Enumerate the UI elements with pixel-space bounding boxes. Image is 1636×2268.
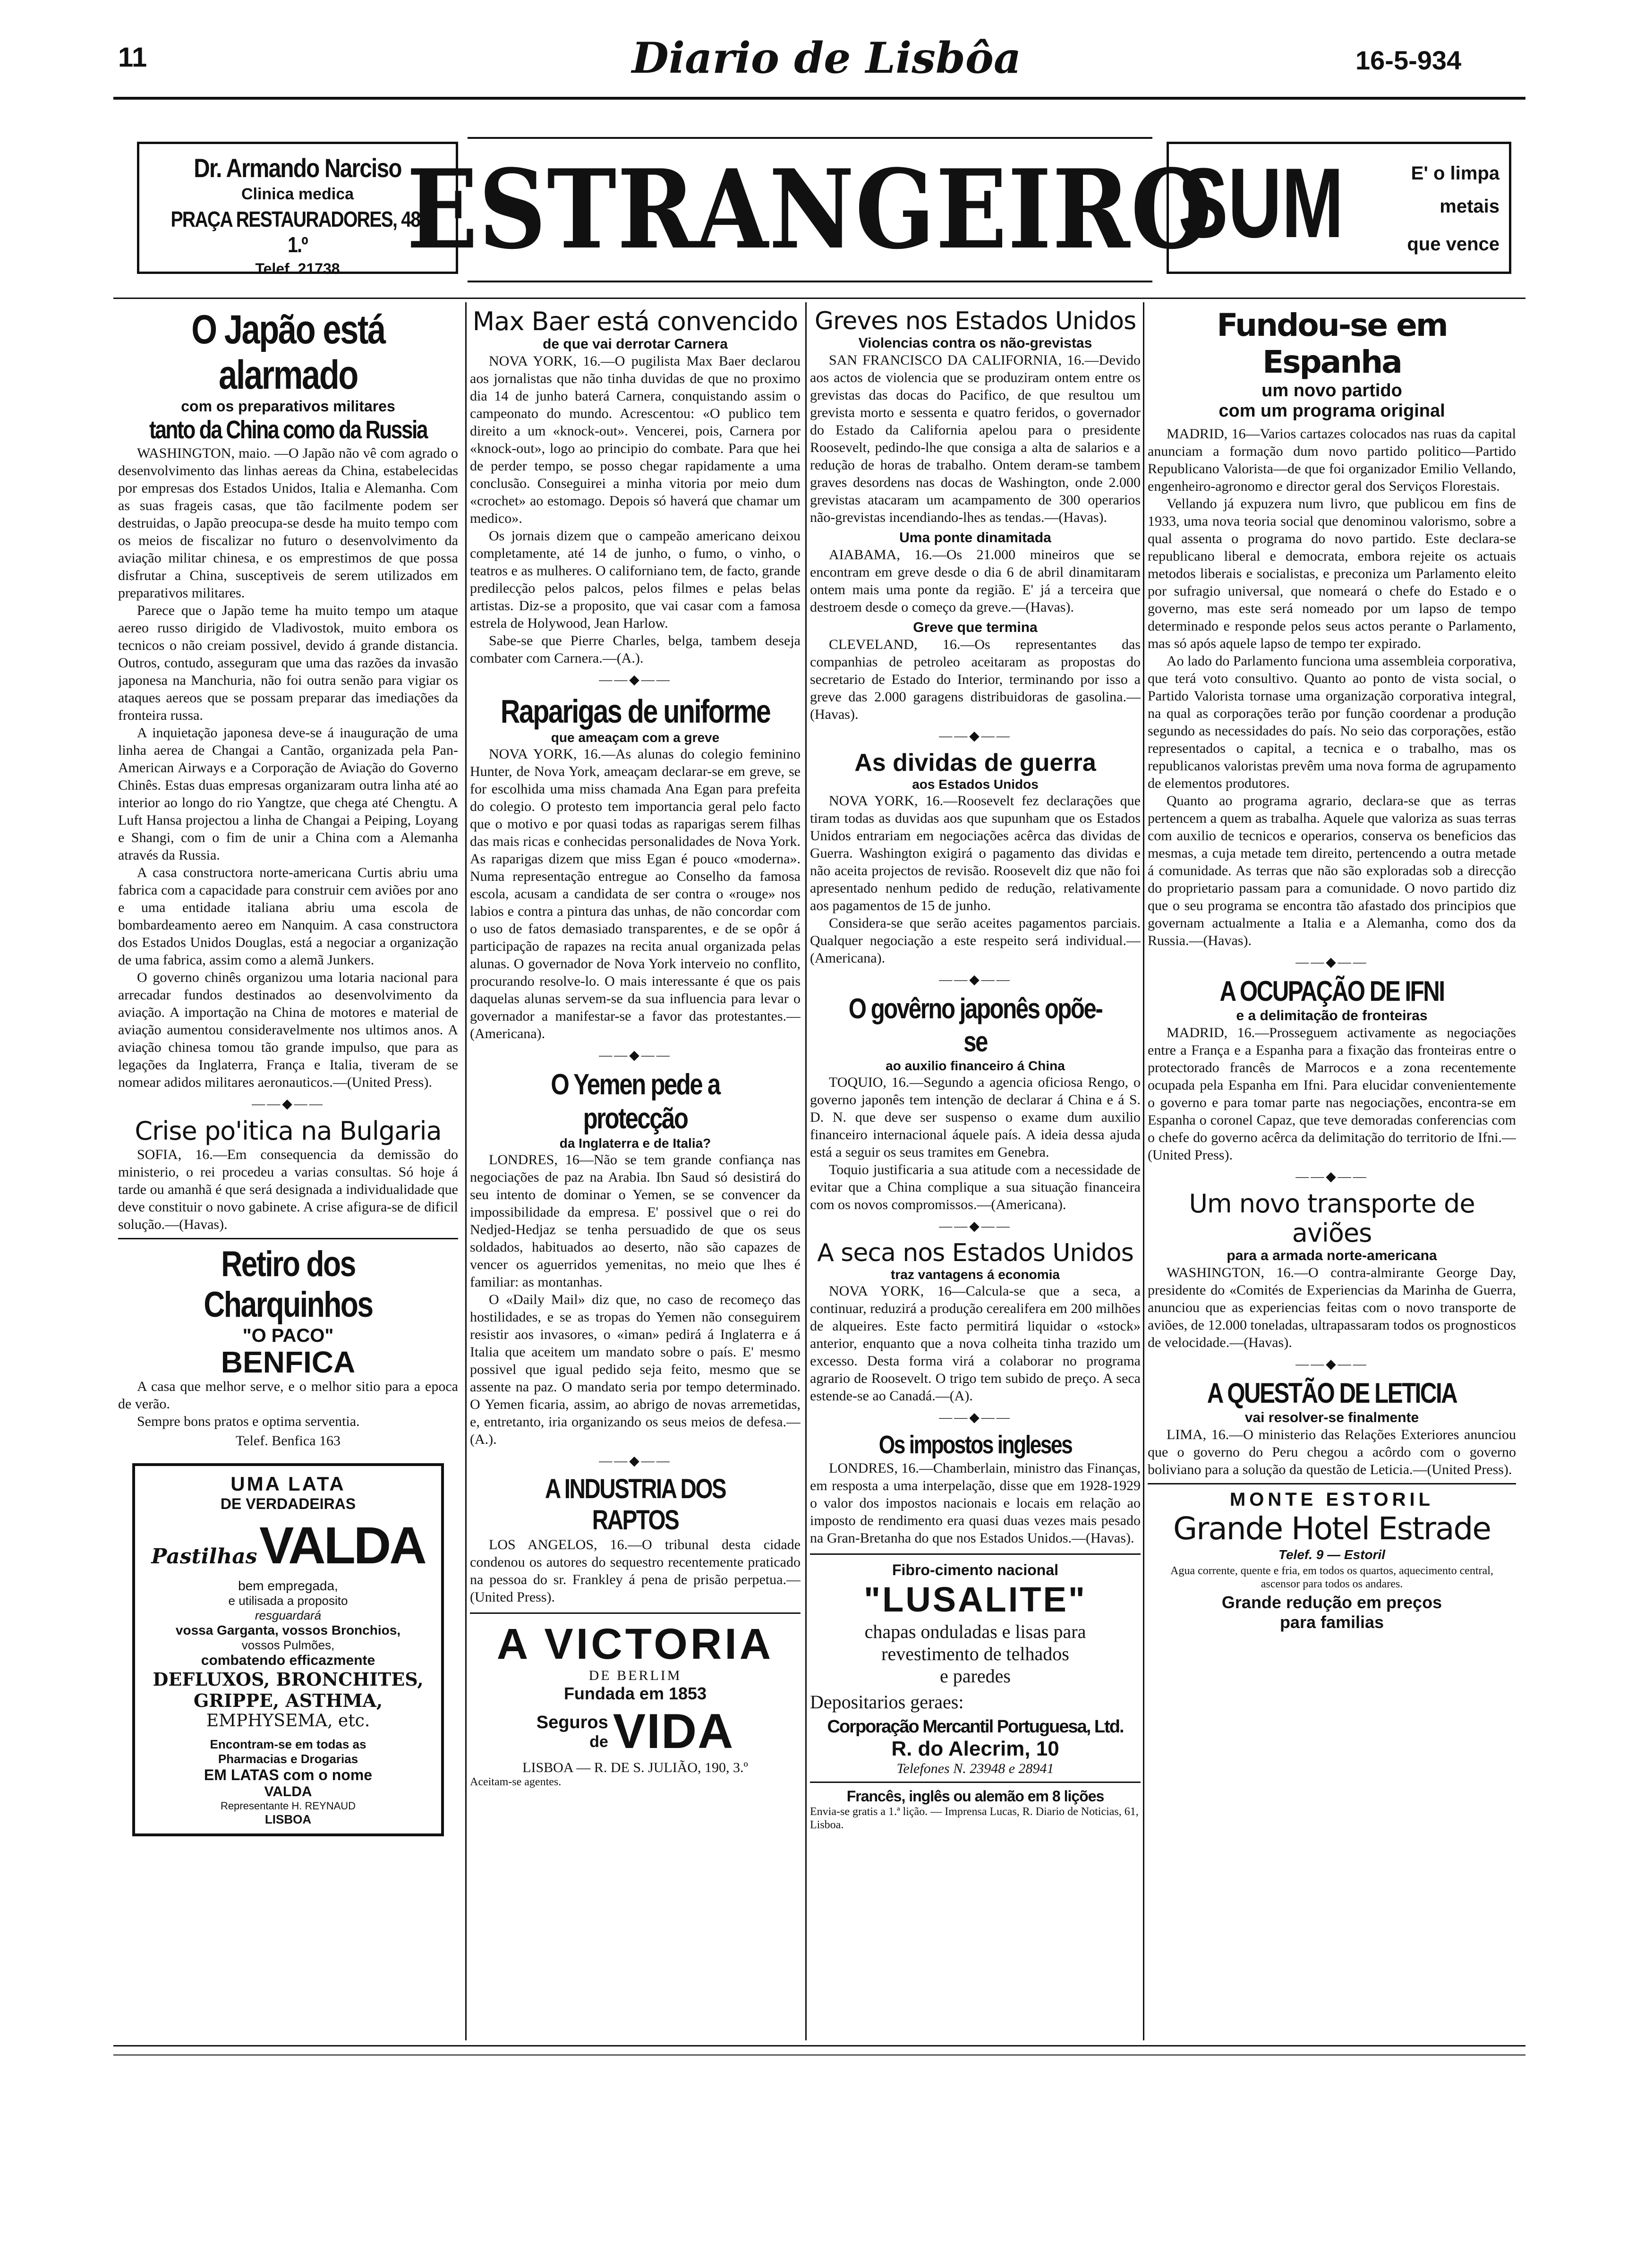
raptos-article <box>470 1536 801 1606</box>
valda-line11: EMPHYSEMA, etc. <box>206 1711 370 1731</box>
separator: ——◆—— <box>252 1097 324 1111</box>
raparigas-sub: que ameaçam com a greve <box>551 730 720 745</box>
top-ads-rule <box>113 298 1525 299</box>
paragraph: LONDRES, 16—Não se tem grande confiança nas negociações de paz na Arabia. Ibn Saud só desistirá do seu intento de dominar o Yemen, se se convencer da impossibilidade da empresa. E' possivel que o rei do Nedjed-Hedjaz se tenha persuadido de que os seus soldados, habituados ao deserto, não são capazes de vencer os aguerridos yemenitas, no meio que lhes é familiar: as montanhas. <box>470 1152 801 1290</box>
paragraph: MADRID, 16—Varios cartazes colocados nas ruas da capital anunciam a formação dum novo partido politico—Partido Republicano Valorista—de que foi organizador Emilio Vellando, engenheiro-agronomo e director geral dos Serviços Florestais. <box>1148 426 1516 494</box>
termina-article <box>810 636 1141 723</box>
paragraph: A casa constructora norte-americana Curtis abriu uma fabrica com a capacidade para construir cem aviões por ano e uma entidade italiana abriu uma escola de bombardeamento aereo em Nanquim. A casa constructora dos Estados Unidos Douglas, está a negociar a organização de uma fabrica, assim como a alemã Junkers. <box>118 865 458 968</box>
retiro-phone: Telef. Benfica 163 <box>236 1433 341 1449</box>
avioes-article <box>1148 1264 1516 1351</box>
dividas-headline: As dividas de guerra <box>854 749 1096 776</box>
estoril-line5: para familias <box>1279 1612 1384 1632</box>
valda-line10: GRIPPE, ASTHMA, <box>193 1690 383 1711</box>
lusalite-line2: chapas onduladas e lisas para <box>864 1621 1086 1642</box>
governo-headline: O govêrno japonês opõe-se <box>848 993 1102 1057</box>
seca-sub: traz vantagens á economia <box>891 1267 1060 1282</box>
licoes-ad <box>810 1788 1141 1832</box>
leticia-article <box>1148 1426 1516 1478</box>
issue-date: 16-5-934 <box>1355 45 1462 75</box>
estoril-brand: Grande Hotel Estrade <box>1173 1510 1491 1547</box>
paragraph: NOVA YORK, 16.—O pugilista Max Baer declarou aos jornalistas que não tinha duvidas de que no proximo dia 14 de junho baterá Carnera, conquistando assim o campeonato do mundo. Acrescentou: «O publico tem direito a um «knock-out». Vencerei, pois, Carnera por «knock-out», logo ao principio do combate. Para que hei de perder tempo, se posso chegar rapidamente a uma conclusão. Conseguirei a minha vitoria por meio dum «crochet» ao estomago. Depois só haverá que chamar um medico». <box>470 353 801 526</box>
separator: ——◆—— <box>1295 955 1368 970</box>
japan-sub1: com os preparativos militares <box>181 398 395 415</box>
valda-line16: Representante H. REYNAUD <box>220 1800 356 1812</box>
valda-brand-prefix: Pastilhas <box>151 1544 257 1569</box>
valda-line12: Encontram-se em todas as <box>210 1737 366 1751</box>
victoria-note: Aceitam-se agentes. <box>470 1776 562 1788</box>
separator: ——◆—— <box>939 729 1012 743</box>
leticia-headline: A QUESTÃO DE LETICIA <box>1207 1377 1457 1409</box>
paragraph: O governo chinês organizou uma lotaria nacional para arrecadar fundos destinados ao desenvolvimento da aviação. A importação na China de motores e material de aviação aumentou consideravelmente nos ultimos anos. A aviação chinesa tomou tão grande impulso, que para as legações da Inglaterra, França e Italia, tiveram de se nomear adidos militares aeronauticos.—(United Press). <box>118 970 458 1090</box>
seca-article <box>810 1282 1141 1405</box>
valda-brand: VALDA <box>259 1517 425 1575</box>
column-rule-1 <box>465 302 467 2040</box>
lusalite-brand: "LUSALITE" <box>864 1580 1087 1619</box>
paragraph: O «Daily Mail» diz que, no caso de recomeço das hostilidades, e se as tropas do Yemen não conseguirem resistir aos invasores, o «iman» pedirá á Inglaterra e á Italia que aceitem um mandato sobre o país. E' mesmo possivel que igual pedido seja feito, mesmo que se assente na paz. O mandato seria por tempo determinado. O Yemen ficaria, assim, ao abrigo de novas arremetidas, e, entretanto, iria organizando os seus meios de defesa.—(A.). <box>470 1292 801 1447</box>
ad-rule <box>470 1612 801 1614</box>
retiro-text <box>118 1378 458 1430</box>
lusalite-line8: Telefones N. 23948 e 28941 <box>896 1761 1054 1776</box>
paragraph: LIMA, 16.—O ministerio das Relações Exteriores anunciou que o governo do Peru chegou a acôrdo com o governo boliviano para a solução da questão de Leticia.—(United Press). <box>1148 1427 1516 1477</box>
separator: ——◆—— <box>939 972 1012 987</box>
bulgaria-headline: Crise po'itica na Bulgaria <box>135 1116 442 1146</box>
estoril-line2: Telef. 9 — Estoril <box>1278 1547 1386 1562</box>
japan-sub2: tanto da China como da Russia <box>149 416 427 444</box>
column-2 <box>470 307 801 2045</box>
doctor-name: Dr. Armando Narciso <box>194 153 401 183</box>
lusalite-line4: e paredes <box>940 1665 1011 1687</box>
paragraph: Considera-se que serão aceites pagamentos parciais. Qualquer negociação a este respeito será individual.—(Americana). <box>810 915 1141 966</box>
espanha-article <box>1148 425 1516 949</box>
estoril-line1: MONTE ESTORIL <box>1229 1489 1434 1510</box>
paragraph: Toquio justificaria a sua atitude com a necessidade de evitar que a China complique a sua situação financeira com os novos compromissos.—(Americana). <box>810 1162 1141 1212</box>
doctor-address: PRAÇA RESTAURADORES, 48, 1.º <box>170 207 425 257</box>
impostos-article <box>810 1459 1141 1547</box>
paragraph: Quanto ao programa agrario, declara-se que as terras pertencem a quem as trabalha. Aquele que valoriza as suas terras com auxilio de tecnicos e operarios, conserva os beneficios das mesmas, a cuja metade tem direito, pertencendo a outra metade á comunidade. As terras que não são exploradas sob a direcção do proprietario passam para a comunidade. O novo partido diz que o seu programa se encontra tão afastado dos principios que governam actualmente a Italia e a Alemanha, como dos da Russia.—(Havas). <box>1148 793 1516 948</box>
valda-line5: resguardará <box>255 1608 322 1622</box>
paragraph: WASHINGTON, maio. —O Japão não vê com agrado o desenvolvimento das linhas aereas da China, estabelecidas por empresas dos Estados Unidos, Italia e Alemanha. Com as suas frageis casas, que tão facilmente podem ser destruidas, o Japão preocupa-se desde ha muito tempo com os meios de fiscalizar no futuro o desenvolvimento da aviação militar chinesa, e os emprestimos de que possa disfrutar a China, susceptiveis de serem utilizados em preparativos militares. <box>118 445 458 601</box>
paragraph: LONDRES, 16.—Chamberlain, ministro das Finanças, em resposta a uma interpelação, disse que em 1928-1929 o valor dos impostos nacionais e locais em relação ao imposto de rendimento era quasi duas vezes mais pesado na Gran-Bretanha do que nos Estados Unidos.—(Havas). <box>810 1460 1141 1546</box>
paragraph: CLEVELAND, 16.—Os representantes das companhias de petroleo aceitaram as propostas do secretario de Estado do Interior, terminando por isso a greve das 2.000 garagens distribuidoras de gasolina.—(Havas). <box>810 637 1141 722</box>
paragraph: Sempre bons pratos e optima serventia. <box>137 1414 360 1429</box>
victoria-line3: Seguros <box>536 1712 608 1732</box>
separator: ——◆—— <box>1295 1169 1368 1184</box>
column-1 <box>118 307 458 2045</box>
newspaper-title: Diario de Lisbôa <box>631 33 1022 83</box>
section-title <box>407 137 1213 282</box>
separator: ——◆—— <box>599 1048 672 1063</box>
yemen-headline: O Yemen pede a protecção <box>551 1068 720 1135</box>
valda-line7: vossos Pulmões, <box>241 1638 335 1652</box>
victoria-line2: Fundada em 1853 <box>563 1684 707 1703</box>
valda-line17: LISBOA <box>264 1812 312 1826</box>
baer-article <box>470 352 801 667</box>
lusalite-ad <box>810 1561 1141 1777</box>
ad-rule <box>118 1238 458 1239</box>
sum-ad <box>1167 142 1511 274</box>
lusalite-line1: Fibro-cimento nacional <box>892 1561 1059 1578</box>
lusalite-line5: Depositarios geraes: <box>810 1691 964 1713</box>
column-3 <box>810 307 1141 2045</box>
baer-headline: Max Baer está convencido <box>472 307 798 336</box>
valda-line3: bem empregada, <box>238 1578 338 1593</box>
licoes-headline: Francês, inglês ou alemão em 8 lições <box>846 1788 1104 1805</box>
valda-line15: VALDA <box>264 1784 312 1799</box>
japan-article <box>118 444 458 1091</box>
ad-rule <box>1148 1483 1516 1484</box>
paragraph: NOVA YORK, 16—Calcula-se que a seca, a continuar, reduzirá a produção cerealifera em 200 milhões de alqueires. Este facto permitirá liquidar o «stock» anterior, enquanto que a nova colheita tinha trazido um excesso. Desta forma virá a colaborar no programa agrario de Roosevelt. O trigo tem subido de preço. A seca estende-se ao Canadá.—(A). <box>810 1283 1141 1404</box>
ad-rule <box>810 1553 1141 1555</box>
retiro-sub1: "O PACO" <box>242 1325 334 1346</box>
paragraph: A casa que melhor serve, e o melhor sitio para a epoca de verão. <box>118 1379 458 1412</box>
valda-line8: combatendo efficazmente <box>201 1653 375 1668</box>
separator: ——◆—— <box>939 1410 1012 1425</box>
victoria-line4: de <box>589 1732 608 1751</box>
estoril-line4: Grande redução em preços <box>1221 1593 1442 1612</box>
separator: ——◆—— <box>599 1454 672 1468</box>
sum-line3: que vence <box>1407 234 1500 255</box>
dividas-article <box>810 792 1141 967</box>
greves-headline: Greves nos Estados Unidos <box>814 307 1136 335</box>
paragraph: MADRID, 16.—Prosseguem activamente as negociações entre a França e a Espanha para a fixação das fronteiras entre o protectorado francês de Marrocos e a zona recentemente ocupada pela Espanha em Ifni. Para elucidar convenientemente o governo e para tomar parte nas negociações, encontra-se em Espanha o coronel Capaz, que teve demoradas conferencias com o chefe do governo acêrca da delimitação do territorio de Ifni.—(United Press). <box>1148 1025 1516 1163</box>
valda-line4: e utilisada a proposito <box>228 1594 348 1608</box>
espanha-headline: Fundou-se em Espanha <box>1217 307 1447 380</box>
paragraph: Ao lado do Parlamento funciona uma assembleia corporativa, que terá voto consultivo. Quanto ao ponto de vista social, o Partido Valorista tornase uma organização corporativa integral, na qual as corporações terão por função coordenar a produção segundo as necessidades do país. No seio das corporações, estão representados o capital, a tecnica e o trabalho, mas os republicanos valoristas prevêm uma nova forma de agrupamento de elementos produtores. <box>1148 653 1516 791</box>
bulgaria-article <box>118 1146 458 1233</box>
section-title-text: ESTRANGEIRO <box>407 146 1213 273</box>
victoria-brand: A VICTORIA <box>496 1620 774 1668</box>
raparigas-article <box>470 745 801 1042</box>
paragraph: Parece que o Japão teme ha muito tempo um ataque aereo russo dirigido de Vladivostok, muito embora os tecnicos o não creiam possivel, devido á grande distancia. Outros, contudo, asseguram que uma das razões da invasão japonesa na Manchuria, não foi outra senão para vigiar os ataques aereos que se possam preparar das imediações da fronteira russa. <box>118 603 458 723</box>
paragraph: Os jornais dizem que o campeão americano deixou completamente, até 14 de junho, o fumo, o vinho, o teatros e as mulheres. O californiano tem, de facto, grande predilecção pelos palcos, pelos filmes e pelas belas artistas. Diz-se a proposito, que vai casar com a famosa estrela de Holywood, Jean Harlow. <box>470 528 801 631</box>
greves-sub2: Uma ponte dinamitada <box>899 530 1051 546</box>
sum-line2: metais <box>1440 196 1500 217</box>
espanha-sub2: com um programa original <box>1218 401 1445 421</box>
impostos-headline: Os impostos ingleses <box>878 1431 1072 1459</box>
raparigas-headline: Raparigas de uniforme <box>500 693 770 730</box>
lusalite-line6: Corporação Mercantil Portuguesa, Ltd. <box>827 1717 1124 1737</box>
doctor-phone: Telef. 21738 <box>255 260 340 277</box>
paragraph: Vellando já expuzera num livro, que publicou em fins de 1933, uma nova teoria social que denominou valorismo, sobre a qual assenta o programa do novo partido. Este declara-se republicano liberal e democrata, embora rejeite os actuais metodos liberais e socialistas, e preconiza um Parlamento eleito por sufragio universal, que nomeará o chefe do Estado e o governo, mas este será nomeado por um lapso de tempo determinado e responde pelos seus actos perante o Parlamento, mas só após aquele lapso de tempo ter expirado. <box>1148 496 1516 651</box>
retiro-headline: Retiro dos Charquinhos <box>204 1244 373 1325</box>
column-4 <box>1148 307 1516 2045</box>
paragraph: WASHINGTON, 16.—O contra-almirante George Day, presidente do «Comités de Experiencias da Marinha de Guerra, anunciou que as experiencias feitas com o novo transporte de aviões, de 12.000 toneladas, ultrapassaram todos os prognosticos de velocidade.—(Havas). <box>1148 1265 1516 1350</box>
licoes-text: Envia-se gratis a 1.ª lição. — Imprensa Lucas, R. Diario de Noticias, 61, Lisboa. <box>810 1806 1139 1831</box>
dividas-sub: aos Estados Unidos <box>912 777 1039 792</box>
paragraph: NOVA YORK, 16.—Roosevelt fez declarações que tiram todas as duvidas aos que supunham que os Estados Unidos entrariam em negociações acêrca das dividas de Guerra. Washington exigirá o pagamento das dividas e não aceita projectos de revisão. Roosevelt diz que não foi apresentado nenhum pedido de redução, relativamente aos pagamentos de 15 de junho. <box>810 793 1141 913</box>
separator: ——◆—— <box>1295 1357 1368 1372</box>
column-rule-2 <box>805 302 807 2040</box>
valda-ad <box>132 1463 444 1836</box>
leticia-sub: vai resolver-se finalmente <box>1244 1410 1419 1425</box>
avioes-headline: Um novo transporte de aviões <box>1189 1189 1475 1248</box>
bottom-rule <box>113 2045 1525 2046</box>
paragraph: SAN FRANCISCO DA CALIFORNIA, 16.—Devido aos actos de violencia que se produziram ontem entre os grevistas das docas do Pacifico, de que resultou um grevista morto e sessenta e quatro feridos, o governador do Estado da California apelou para o presidente Roosevelt, pedindo-lhe que consiga a alta de salarios e a redução de horas de trabalho. Ontem deram-se tambem graves desordens nas docas de Washington, onde 2.000 grevistas atacaram um acampamento de 300 operarios não-grevistas incendiando-lhes as tendas.—(Havas). <box>810 352 1141 525</box>
valda-line1: UMA LATA <box>230 1473 346 1495</box>
ifni-article <box>1148 1024 1516 1164</box>
paragraph: NOVA YORK, 16.—As alunas do colegio feminino Hunter, de Nova York, ameaçam declarar-se em greve, se for escolhida uma miss chamada Ana Egan para prefeita do colegio. O protesto tem importancia geral pelo facto que o motivo e por quasi todas as raparigas serem filhas das mais ricas e conhecidas personalidades de Nova York. As raparigas dizem que miss Egan é pouco «moderna». Numa representação entregue ao Conselho da famosa escola, acusam a candidata de ser contra o «rouge» nos labios e contra a pintura das unhas, de não concordar com o uso de fatos demasiado transparentes, e de se opôr á participação de rapazes na recita anual organizada pelas alunas. O governador de Nova York interveio no conflito, procurando resolve-lo. O mais interessante é que os pais daquelas alunas servem-se da sua influencia para levar o governador a manifestar-se a favor das protestantes.—(Americana). <box>470 746 801 1041</box>
lusalite-line3: revestimento de telhados <box>881 1643 1069 1664</box>
victoria-address: LISBOA — R. DE S. JULIÃO, 190, 3.º <box>522 1760 748 1775</box>
page-number: 11 <box>118 42 147 73</box>
masthead-rule <box>113 97 1525 100</box>
greves-sub: Violencias contra os não-grevistas <box>858 335 1092 351</box>
yemen-sub: da Inglaterra e de Italia? <box>559 1136 711 1151</box>
greves-sub3: Greve que termina <box>913 620 1038 635</box>
doctor-specialty: Clinica medica <box>241 185 354 203</box>
japan-headline: O Japão está alarmado <box>191 307 385 398</box>
valda-line13: Pharmacias e Drogarias <box>218 1752 358 1766</box>
governo-article <box>810 1074 1141 1213</box>
baer-sub: de que vai derrotar Carnera <box>543 336 728 352</box>
valda-line6: vossa Garganta, vossos Bronchios, <box>175 1623 401 1637</box>
valda-line9: DEFLUXOS, BRONCHITES, <box>153 1669 424 1690</box>
governo-sub: ao auxilio financeiro á China <box>886 1058 1065 1073</box>
ifni-headline: A OCUPAÇÃO DE IFNI <box>1219 975 1444 1007</box>
estoril-line3: Agua corrente, quente e fria, em todos os quartos, aquecimento central, ascensor para todos os andares. <box>1170 1565 1493 1590</box>
lusalite-line7: R. do Alecrim, 10 <box>891 1737 1059 1760</box>
avioes-sub: para a armada norte-americana <box>1227 1248 1437 1263</box>
paragraph: AIABAMA, 16.—Os 21.000 mineiros que se encontram em greve desde o dia 6 de abril dinamitaram ontem mais uma ponte da região. E' já a terceira que destroem desde o começo da greve.—(Havas). <box>810 547 1141 615</box>
ad-rule <box>810 1782 1141 1783</box>
greves-article <box>810 351 1141 526</box>
paragraph: TOQUIO, 16.—Segundo a agencia oficiosa Rengo, o governo japonês tem intenção de declarar á China e á S. D. N. que deve ser suspenso o exame dum auxilio financeiro internacional áquele país. A ideia dessa ajuda está a seguir os seus tramites em Genebra. <box>810 1074 1141 1160</box>
sum-brand: SUM <box>1178 147 1344 258</box>
paragraph: SOFIA, 16.—Em consequencia da demissão do ministerio, o rei procedeu a varias consultas. Só hoje á tarde ou amanhã é que será designada a individualidade que deve constituir o novo gabinete. A crise afigura-se de dificil solução.—(Havas). <box>118 1147 458 1232</box>
column-rule-3 <box>1143 302 1144 2040</box>
paragraph: LOS ANGELOS, 16.—O tribunal desta cidade condenou os autores do sequestro recentemente praticado na pessoa do sr. Frankley á pena de prisão perpetua.—(United Press). <box>470 1537 801 1605</box>
valda-line14: EM LATAS com o nome <box>204 1766 373 1783</box>
seca-headline: A seca nos Estados Unidos <box>817 1239 1133 1267</box>
yemen-article <box>470 1151 801 1448</box>
separator: ——◆—— <box>599 673 672 687</box>
raptos-headline: A INDUSTRIA DOS RAPTOS <box>545 1474 726 1535</box>
paragraph: Sabe-se que Pierre Charles, belga, tambem deseja combater com Carnera.—(A.). <box>470 633 801 666</box>
victoria-ad <box>470 1620 801 1789</box>
estoril-ad <box>1148 1489 1516 1632</box>
separator: ——◆—— <box>939 1219 1012 1234</box>
valda-line2: DE VERDADEIRAS <box>220 1495 356 1512</box>
paragraph: A inquietação japonesa deve-se á inauguração de uma linha aerea de Changai a Cantão, organizada pela Pan-American Airways e a Corporação de Aviação do Governo Chinês. Estas duas empresas organizaram outra linha até ao interior ao longo do rio Yangtze, que chega até Chengtu. A Luft Hansa projectou a linha de Changai a Peiping, Loyang e Shangi, com o fim de unir a China com a Alemanha através da Russia. <box>118 725 458 863</box>
espanha-sub1: um novo partido <box>1261 381 1402 401</box>
victoria-line5: VIDA <box>613 1704 734 1759</box>
ifni-sub: e a delimitação de fronteiras <box>1236 1008 1428 1023</box>
ponte-article <box>810 546 1141 616</box>
sum-line1: E' o limpa <box>1411 163 1500 184</box>
retiro-sub2: BENFICA <box>221 1345 356 1379</box>
victoria-line1: DE BERLIM <box>588 1668 682 1683</box>
